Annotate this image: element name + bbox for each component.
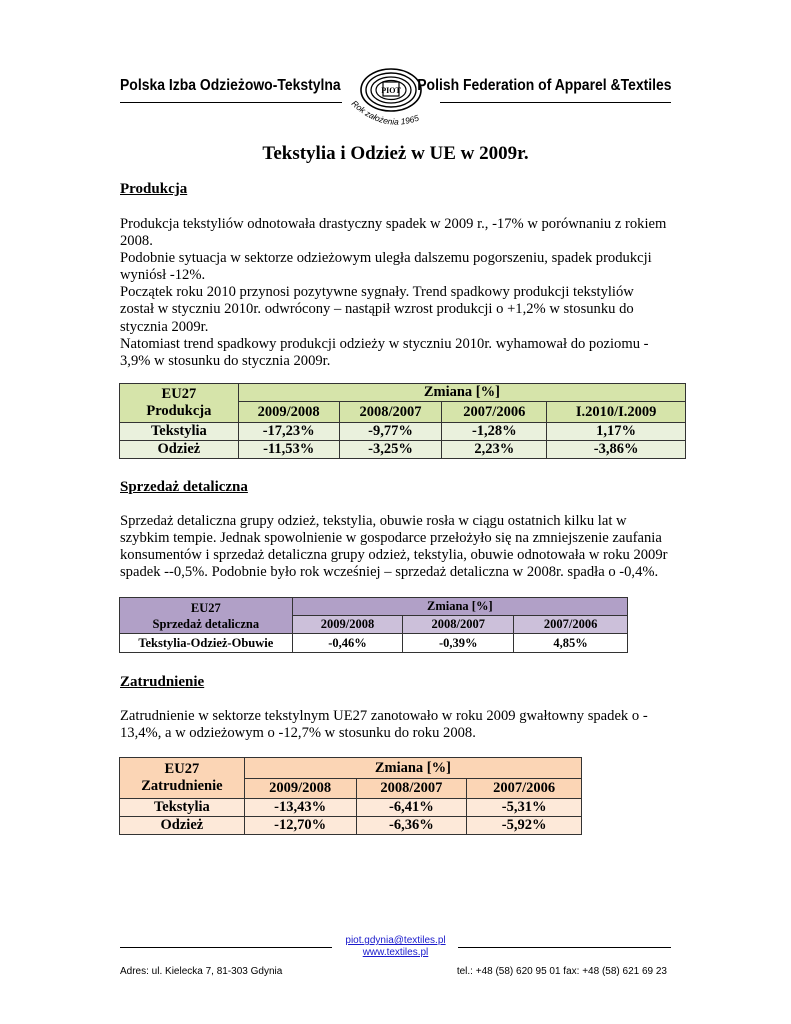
paragraph-produkcja (120, 216, 675, 370)
svg-text:PIOT: PIOT (381, 86, 401, 95)
footer-phones: tel.: +48 (58) 620 95 01 fax: +48 (58) 621 69 23 (456, 966, 667, 977)
text-line: wyniósł -12%. (120, 267, 206, 284)
table-head-region: EU27 Zatrudnienie (120, 758, 245, 799)
table-cell: 2,23% (442, 441, 547, 459)
footer-address: Adres: ul. Kielecka 7, 81-303 Gdynia (120, 966, 283, 977)
column-header: 2007/2006 (442, 402, 547, 423)
section-heading-produkcja: Produkcja (120, 181, 188, 197)
employment-table (119, 757, 582, 835)
text-line: szybkim tempie. Jednak spowolnienie w gospodarce przełożyło się na zmniejszenie zaufania (120, 530, 662, 547)
text-line: stycznia 2009r. (120, 318, 209, 335)
table-row (120, 441, 686, 459)
table-cell: -6,41% (356, 799, 467, 817)
table-cell: -5,31% (467, 799, 582, 817)
text-line: 13,4%, a w odzieżowym o -12,7% w stosunku do roku 2008. (120, 725, 476, 742)
row-label: Tekstylia-Odzież-Obuwie (120, 634, 293, 653)
text-line: Sprzedaż detaliczna grupy odzież, tekstylia, obuwie rosła w ciągu ostatnich kilku lat w (120, 513, 627, 529)
column-header: 2008/2007 (339, 402, 442, 423)
column-header: 2008/2007 (356, 779, 467, 799)
text-line: Natomiast trend spadkowy produkcji odzieży w styczniu 2010r. wyhamował do poziomu - (120, 335, 649, 352)
table-cell: 4,85% (514, 634, 628, 653)
text-line: Początek roku 2010 przynosi pozytywne sygnały. Trend spadkowy produkcji tekstyliów (120, 284, 634, 301)
document-title: Tekstylia i Odzież w UE w 2009r. (262, 143, 529, 164)
table-cell: -6,36% (356, 817, 467, 835)
letterhead (120, 76, 671, 128)
column-header: I.2010/I.2009 (547, 402, 686, 423)
section-heading-zatrudnienie: Zatrudnienie (120, 674, 205, 690)
table-cell: -1,28% (442, 423, 547, 441)
paragraph-sprzedaz (120, 513, 675, 581)
retail-table (119, 597, 628, 653)
table-cell: -11,53% (238, 441, 339, 459)
table-cell: -13,43% (244, 799, 356, 817)
federation-logo (341, 66, 441, 138)
column-header: 2008/2007 (403, 616, 514, 634)
column-header: 2007/2006 (514, 616, 628, 634)
change-header: Zmiana [%] (238, 384, 685, 402)
column-header: 2009/2008 (238, 402, 339, 423)
row-label: Odzież (120, 441, 239, 459)
text-line: 3,9% w stosunku do stycznia 2009r. (120, 352, 331, 369)
change-header: Zmiana [%] (244, 758, 581, 779)
text-line: Zatrudnienie w sektorze tekstylnym UE27 zanotowało w roku 2009 gwałtowny spadek o - (120, 708, 648, 724)
text-line: został w styczniu 2010r. odwrócony – nastąpił wzrost produkcji o +1,2% w stosunku do (120, 301, 634, 318)
footer-email-link[interactable]: piot.gdynia@textiles.pl (345, 935, 446, 946)
section-heading-sprzedaz: Sprzedaż detaliczna (120, 479, 248, 495)
row-label: Tekstylia (120, 799, 245, 817)
table-row (120, 423, 686, 441)
table-cell: 1,17% (547, 423, 686, 441)
row-label: Tekstylia (120, 423, 239, 441)
table-head-region: EU27 Produkcja (120, 384, 239, 423)
table-cell: -17,23% (238, 423, 339, 441)
table-cell: -0,39% (403, 634, 514, 653)
footer-website-link[interactable]: www.textiles.pl (362, 947, 429, 958)
paragraph-zatrudnienie (120, 708, 675, 742)
letterhead-rule-left (120, 102, 342, 103)
org-name-polish: Polska Izba Odzieżowo-Tekstylna (120, 77, 341, 94)
table-cell: -5,92% (467, 817, 582, 835)
table-row (120, 634, 628, 653)
text-line: Podobnie sytuacja w sektorze odzieżowym uległa dalszemu pogorszeniu, spadek produkcji (120, 250, 652, 267)
table-cell: -0,46% (292, 634, 403, 653)
table-cell: -3,25% (339, 441, 442, 459)
column-header: 2009/2008 (244, 779, 356, 799)
column-header: 2009/2008 (292, 616, 403, 634)
logo-caption: Rok założenia 1965 (349, 98, 421, 127)
text-line: Produkcja tekstyliów odnotowała drastyczny spadek w 2009 r., -17% w porównaniu z rokiem (120, 216, 667, 232)
text-line: 2008. (120, 233, 153, 250)
table-cell: -12,70% (244, 817, 356, 835)
production-table (119, 383, 686, 459)
column-header: 2007/2006 (467, 779, 582, 799)
text-line: spadek --0,5%. Podobnie było rok wcześniej – sprzedaż detaliczna w 2008r. spadła o -0,4%. (120, 564, 659, 581)
change-header: Zmiana [%] (292, 598, 627, 616)
letterhead-rule-right (440, 102, 671, 103)
table-cell: -9,77% (339, 423, 442, 441)
table-row (120, 817, 582, 835)
org-name-english: Polish Federation of Apparel &Textiles (416, 77, 671, 94)
table-row (120, 799, 582, 817)
table-cell: -3,86% (547, 441, 686, 459)
text-line: konsumentów i sprzedaż detaliczna grupy odzież, tekstylia, obuwie odnotowała w roku 2009r (120, 547, 668, 564)
row-label: Odzież (120, 817, 245, 835)
table-head-region: EU27 Sprzedaż detaliczna (120, 598, 293, 634)
